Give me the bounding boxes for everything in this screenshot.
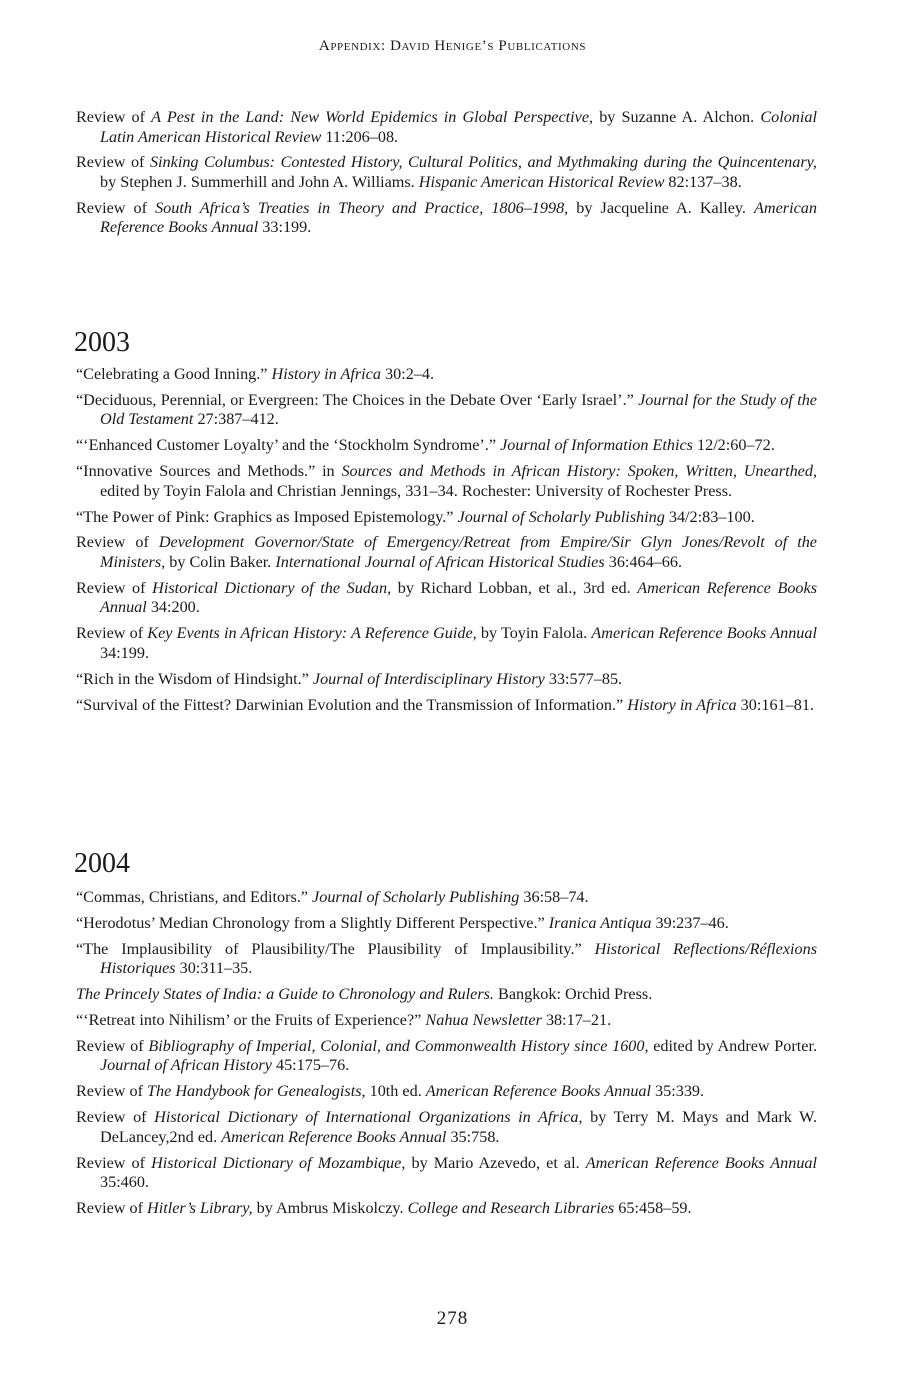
italic-title: Historical Reflections/Réflexions Historiques bbox=[100, 939, 817, 978]
entry-text: 34:199. bbox=[100, 643, 150, 662]
bibliography-entry bbox=[76, 1154, 817, 1193]
italic-title: Journal of Scholarly Publishing bbox=[457, 507, 665, 526]
italic-title: Historical Dictionary of the Sudan, bbox=[152, 578, 392, 597]
italic-title: Journal for the Study of the Old Testament bbox=[100, 390, 817, 429]
running-head: Appendix: David Henige’s Publications bbox=[318, 38, 587, 54]
italic-title: Key Events in African History: A Reference Guide, bbox=[147, 624, 477, 643]
entry-text: by Colin Baker. bbox=[165, 552, 276, 571]
entry-text: 38:17–21. bbox=[541, 1011, 612, 1030]
italic-title: Hispanic American Historical Review bbox=[418, 172, 665, 191]
entry-text: 35:460. bbox=[100, 1173, 150, 1192]
bibliography-entry bbox=[76, 1199, 817, 1219]
entry-text: “Herodotus’ Median Chronology from a Slightly Different Perspective.” bbox=[76, 913, 549, 932]
italic-title: Sinking Columbus: Contested History, Cultural Politics, and Mythmaking during the Quincentenary, bbox=[149, 153, 817, 172]
italic-title: Journal of Information Ethics bbox=[500, 436, 693, 455]
entry-text: 35:758. bbox=[446, 1127, 500, 1146]
entry-text: 34/2:83–100. bbox=[664, 507, 755, 526]
entry-text: 35:339. bbox=[651, 1082, 705, 1101]
bibliography-entry bbox=[76, 391, 817, 430]
entry-text: 39:237–46. bbox=[651, 913, 729, 932]
bibliography-entry bbox=[76, 462, 817, 501]
bibliography-entry bbox=[76, 1011, 817, 1031]
entry-text: by Toyin Falola. bbox=[476, 624, 592, 643]
italic-title: American Reference Books Annual bbox=[585, 1153, 818, 1172]
entry-text: by Richard Lobban, et al., 3rd ed. bbox=[391, 578, 638, 597]
entry-text: Review of bbox=[76, 1199, 148, 1218]
year-heading-2004: 2004 bbox=[74, 848, 130, 879]
italic-title: Development Governor/State of Emergency/Retreat from Empire/Sir Glyn Jones/Revolt of the Ministers, bbox=[100, 533, 817, 571]
entry-text: Review of bbox=[76, 624, 148, 643]
bibliography-entry bbox=[76, 365, 817, 385]
entry-text: Review of bbox=[76, 533, 159, 552]
entry-list-2004 bbox=[76, 888, 817, 1225]
entry-text: 36:464–66. bbox=[604, 552, 683, 571]
entry-text: “Deciduous, Perennial, or Evergreen: The Choices in the Debate Over ‘Early Israel’.” bbox=[76, 390, 639, 409]
italic-title: A Pest in the Land: New World Epidemics in Global Perspective, bbox=[151, 108, 594, 126]
entry-text: “‘Enhanced Customer Loyalty’ and the ‘Stockholm Syndrome’.” bbox=[76, 436, 501, 455]
entry-text: 34:200. bbox=[146, 598, 200, 617]
entry-text: 11:206–08. bbox=[321, 127, 399, 146]
italic-title: Journal of African History bbox=[100, 1056, 272, 1075]
entry-text: Review of bbox=[76, 578, 153, 597]
entry-text: Review of bbox=[76, 1036, 149, 1055]
entry-text: 30:2–4. bbox=[380, 365, 435, 383]
entry-text: 30:161–81. bbox=[736, 695, 814, 714]
bibliography-entry bbox=[76, 624, 817, 663]
entry-text: by Terry M. Mays and Mark W. DeLancey,2nd ed. bbox=[100, 1108, 817, 1146]
entry-text: “Rich in the Wisdom of Hindsight.” bbox=[76, 669, 313, 688]
bibliography-entry bbox=[76, 914, 817, 934]
entry-text: 12/2:60–72. bbox=[692, 436, 775, 455]
italic-title: History in Africa bbox=[271, 365, 381, 383]
italic-title: American Reference Books Annual bbox=[100, 578, 817, 617]
entry-text: “Celebrating a Good Inning.” bbox=[76, 365, 272, 383]
bibliography-entry bbox=[76, 508, 817, 528]
italic-title: American Reference Books Annual bbox=[425, 1082, 651, 1101]
entry-text: “Innovative Sources and Methods.” in bbox=[76, 462, 342, 481]
entry-list-2003 bbox=[76, 365, 817, 721]
italic-title: Historical Dictionary of Mozambique, bbox=[151, 1153, 406, 1172]
bibliography-entry bbox=[76, 888, 817, 908]
bibliography-entry bbox=[76, 1108, 817, 1147]
bibliography-entry bbox=[76, 436, 817, 456]
entry-text: Review of bbox=[76, 153, 150, 172]
italic-title: South Africa’s Treaties in Theory and Practice, 1806–1998, bbox=[155, 198, 569, 217]
entry-text: “The Implausibility of Plausibility/The Plausibility of Implausibility.” bbox=[76, 939, 595, 958]
entry-text: 33:199. bbox=[258, 218, 312, 237]
bibliography-entry bbox=[76, 696, 817, 716]
italic-title: American Reference Books Annual bbox=[221, 1127, 447, 1146]
italic-title: Hitler’s Library, bbox=[147, 1199, 253, 1218]
bibliography-entry bbox=[76, 1082, 817, 1102]
italic-title: Iranica Antiqua bbox=[548, 913, 652, 932]
entry-text: 30:311–35. bbox=[175, 959, 253, 978]
entry-text: Review of bbox=[76, 1082, 148, 1101]
italic-title: American Reference Books Annual bbox=[100, 198, 817, 237]
italic-title: Sources and Methods in African History: Spoken, Written, Unearthed, bbox=[341, 462, 818, 481]
italic-title: Nahua Newsletter bbox=[425, 1011, 542, 1030]
italic-title: The Handybook for Genealogists, bbox=[147, 1082, 366, 1101]
entry-text: 33:577–85. bbox=[544, 669, 623, 688]
entry-text: Bangkok: Orchid Press. bbox=[493, 985, 653, 1004]
entry-text: “Commas, Christians, and Editors.” bbox=[76, 888, 313, 906]
entry-text: “The Power of Pink: Graphics as Imposed Epistemology.” bbox=[76, 507, 458, 526]
bibliography-entry bbox=[76, 940, 817, 979]
italic-title: Historical Dictionary of International Organizations in Africa, bbox=[154, 1108, 583, 1127]
bibliography-entry bbox=[76, 199, 817, 238]
italic-title: The Princely States of India: a Guide to Chronology and Rulers. bbox=[76, 985, 494, 1004]
page-number: 278 bbox=[436, 1308, 469, 1329]
entry-text: “‘Retreat into Nihilism’ or the Fruits of Experience?” bbox=[76, 1011, 426, 1030]
bibliography-entry bbox=[76, 579, 817, 618]
entry-text: “Survival of the Fittest? Darwinian Evolution and the Transmission of Information.” bbox=[76, 695, 628, 714]
italic-title: History in Africa bbox=[627, 695, 737, 714]
entry-text: by Stephen J. Summerhill and John A. Williams. bbox=[100, 172, 419, 191]
entry-text: 10th ed. bbox=[365, 1082, 426, 1101]
italic-title: Journal of Scholarly Publishing bbox=[312, 888, 520, 906]
bibliography-entry bbox=[76, 985, 817, 1005]
italic-title: College and Research Libraries bbox=[407, 1199, 615, 1218]
entry-text: by Mario Azevedo, et al. bbox=[405, 1153, 586, 1172]
entry-text: edited by Andrew Porter. bbox=[648, 1036, 818, 1055]
entry-text: Review of bbox=[76, 1108, 155, 1127]
italic-title: International Journal of African Historical Studies bbox=[275, 552, 605, 571]
entry-text: Review of bbox=[76, 198, 156, 217]
italic-title: Journal of Interdisciplinary History bbox=[312, 669, 545, 688]
year-heading-2003: 2003 bbox=[74, 327, 130, 358]
entry-list-continued bbox=[76, 108, 817, 244]
entry-text: 27:387–412. bbox=[193, 410, 279, 429]
italic-title: Colonial Latin American Historical Review bbox=[100, 108, 817, 146]
bibliography-entry bbox=[76, 1037, 817, 1076]
entry-text: Review of bbox=[76, 1153, 152, 1172]
entry-text: edited by Toyin Falola and Christian Jennings, 331–34. Rochester: University of Rochester Press. bbox=[100, 481, 733, 500]
entry-text: by Ambrus Miskolczy. bbox=[252, 1199, 408, 1218]
bibliography-entry bbox=[76, 533, 817, 572]
entry-text: by Suzanne A. Alchon. bbox=[593, 108, 761, 126]
italic-title: Bibliography of Imperial, Colonial, and Commonwealth History since 1600, bbox=[148, 1036, 649, 1055]
entry-text: Review of bbox=[76, 108, 152, 126]
entry-text: 45:175–76. bbox=[271, 1056, 350, 1075]
entry-text: 65:458–59. bbox=[614, 1199, 692, 1218]
italic-title: American Reference Books Annual bbox=[591, 624, 817, 643]
bibliography-entry bbox=[76, 108, 817, 147]
bibliography-entry bbox=[76, 670, 817, 690]
bibliography-entry bbox=[76, 153, 817, 192]
entry-text: 36:58–74. bbox=[519, 888, 589, 906]
entry-text: 82:137–38. bbox=[664, 172, 742, 191]
entry-text: by Jacqueline A. Kalley. bbox=[568, 198, 755, 217]
